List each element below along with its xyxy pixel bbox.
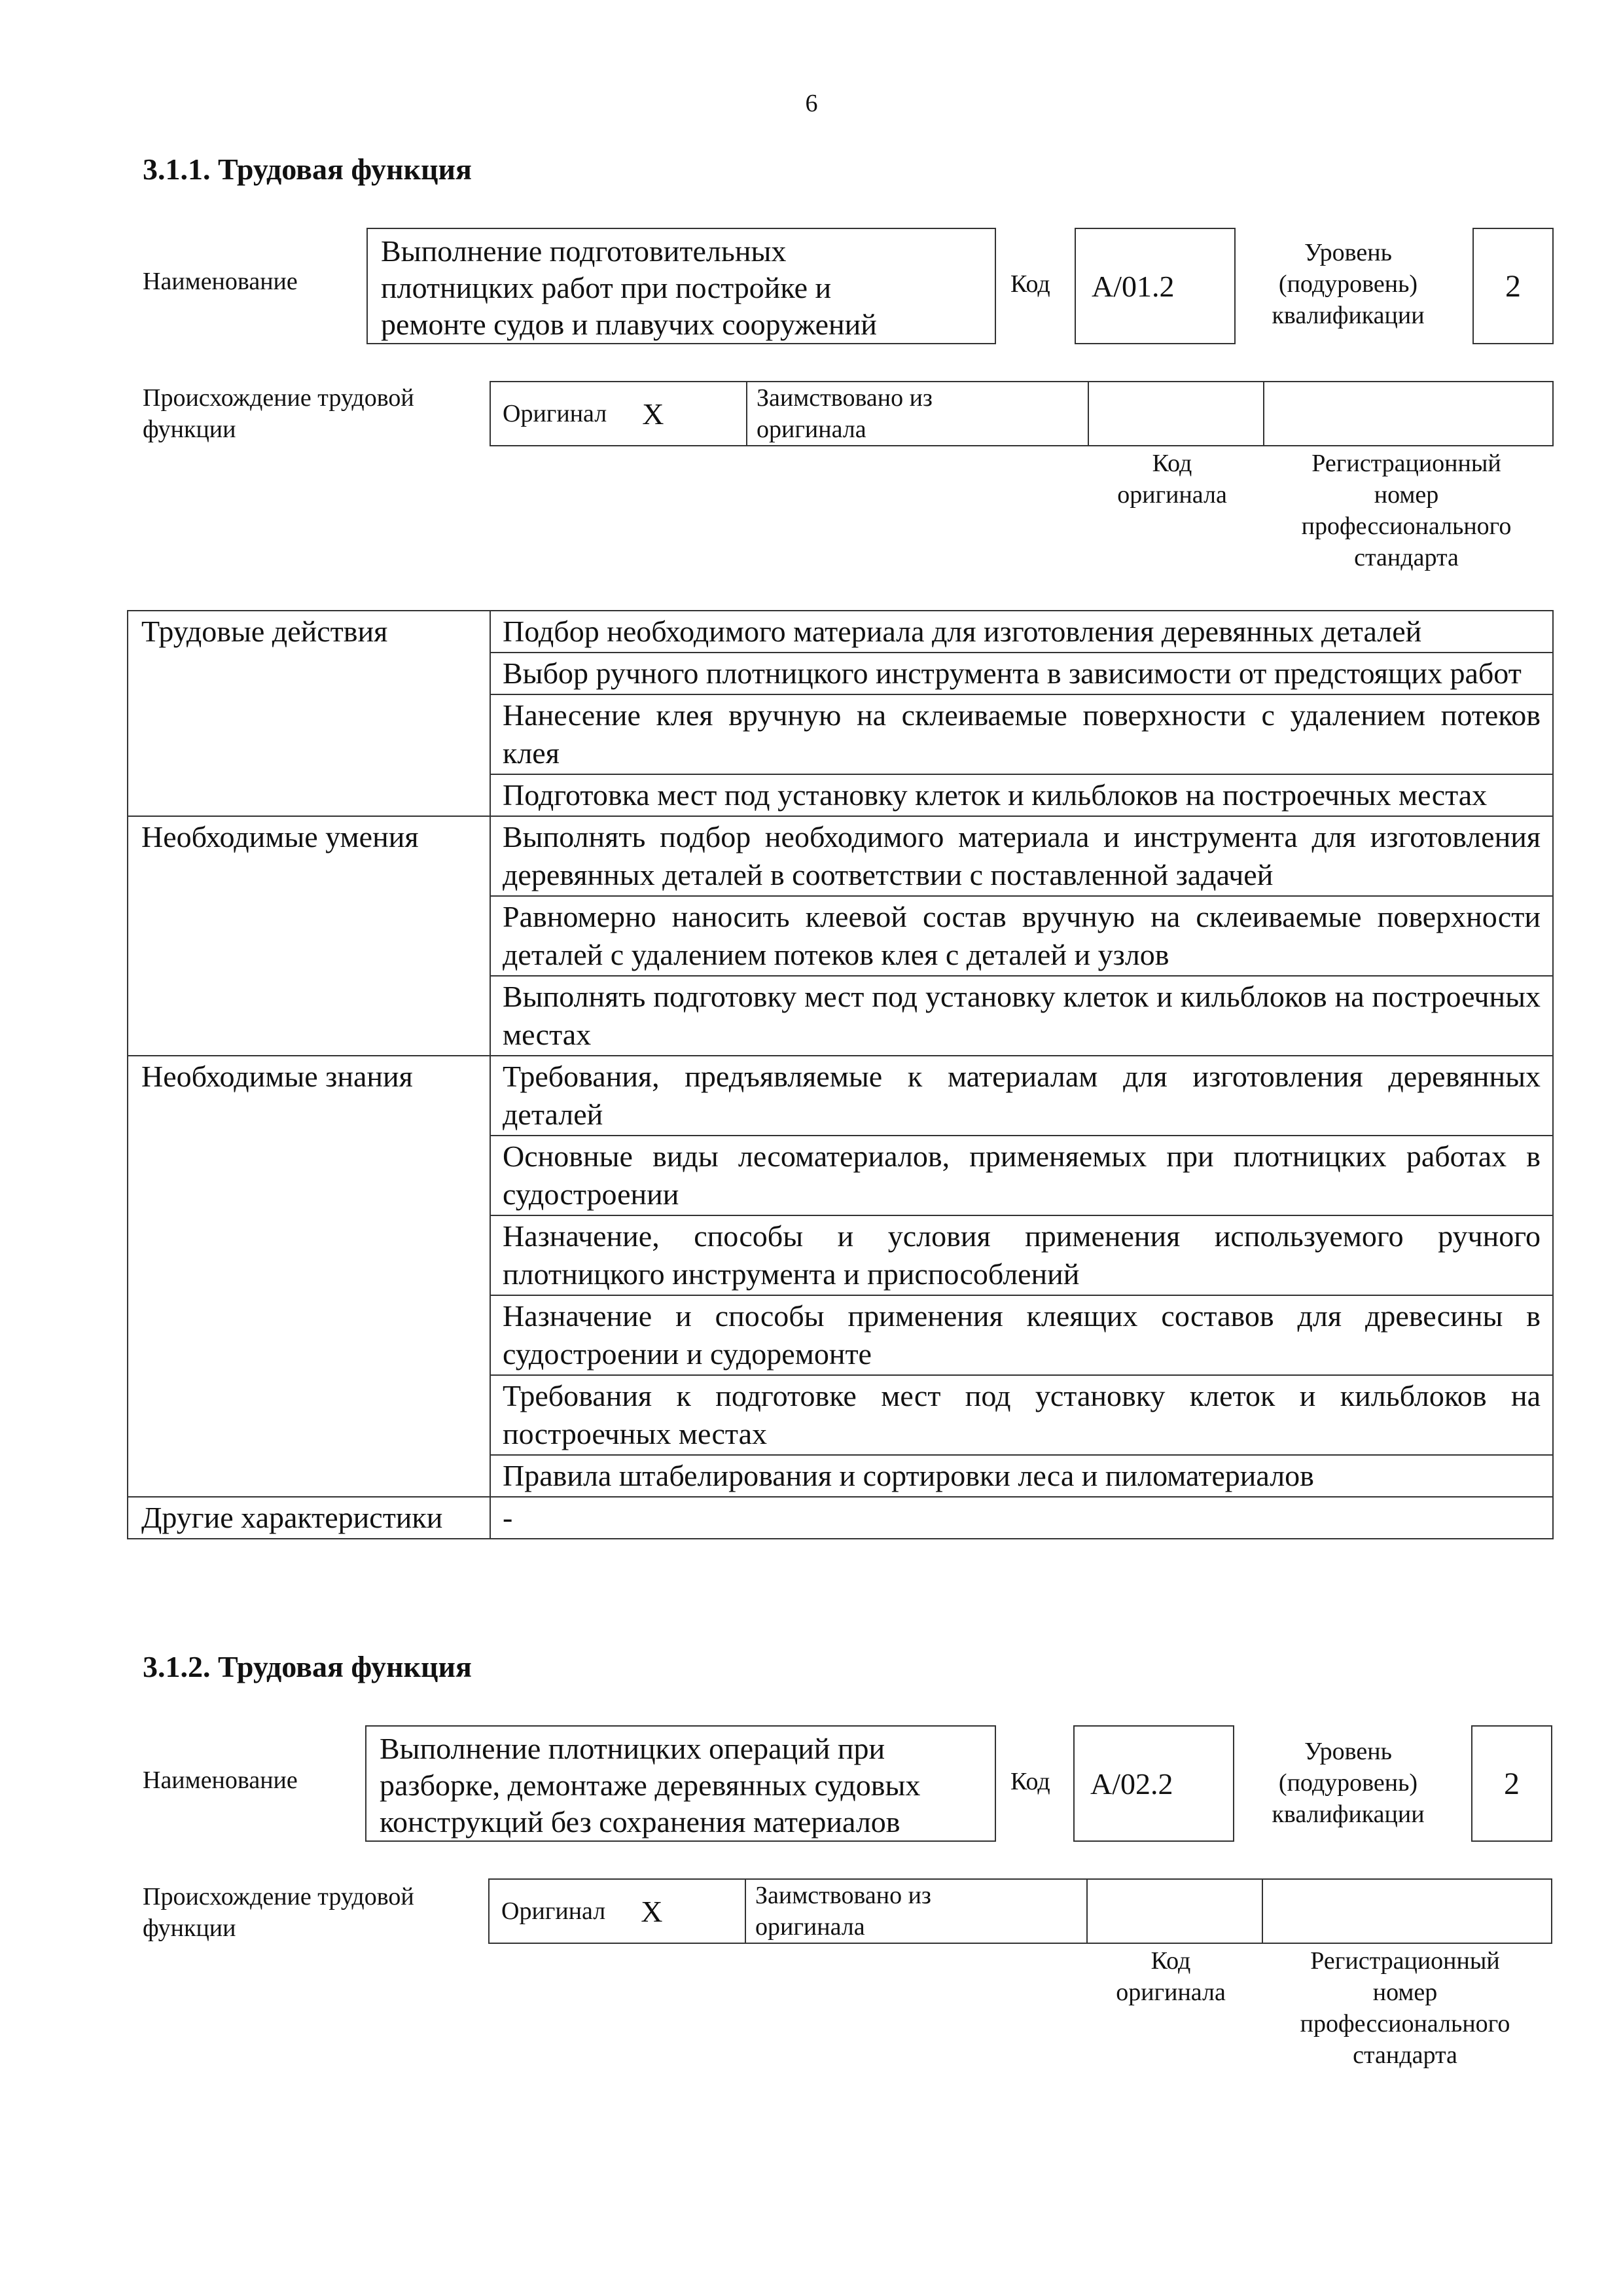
code-label: Код [1010, 1768, 1050, 1795]
borrowed-cell: Заимствовано из оригинала [747, 382, 1088, 446]
code-label: Код [1010, 270, 1050, 298]
name-label: Наименование [143, 1767, 298, 1794]
level-value: 2 [1505, 268, 1521, 304]
table-row [128, 1497, 1553, 1539]
original-mark: X [642, 397, 664, 431]
function-name-line: Выполнение плотницких операций при [380, 1732, 885, 1765]
labor-action-item: Нанесение клея вручную на склеиваемые поверхности с удалением потеков клея [490, 694, 1553, 774]
table-row [128, 1056, 1553, 1136]
function-name-line: разборке, демонтаже деревянных судовых [380, 1768, 921, 1802]
original-cell [489, 1879, 745, 1943]
other-label: Другие характеристики [128, 1497, 490, 1539]
labor-actions-label: Трудовые действия [128, 611, 490, 816]
borrowed-cell: Заимствовано из оригинала [745, 1879, 1087, 1943]
function-name-line: конструкций без сохранения материалов [380, 1805, 901, 1839]
original-label: Оригинал [501, 1897, 606, 1925]
function-name-line: ремонте судов и плавучих сооружений [381, 308, 877, 341]
reg-number-cell [1264, 382, 1553, 446]
labor-action-item: Подбор необходимого материала для изготовления деревянных деталей [490, 611, 1553, 653]
original-label: Оригинал [503, 400, 607, 427]
reg-number-label: Регистрационный номер профессионального стандарта [1301, 450, 1512, 571]
labor-action-item: Подготовка мест под установку клеток и кильблоков на построечных местах [490, 774, 1553, 816]
original-code-label: Код оригинала [1116, 1947, 1226, 2006]
section-title-3-1-2: 3.1.2. Трудовая функция [143, 1650, 472, 1683]
level-label: Уровень (подуровень) квалификации [1272, 1738, 1425, 1828]
reg-number-label: Регистрационный номер профессионального стандарта [1300, 1947, 1510, 2069]
knowledge-item: Требования к подготовке мест под установку клеток и кильблоков на построечных местах [490, 1375, 1553, 1455]
page-number: 6 [805, 90, 818, 117]
function-name-box [365, 1725, 996, 1842]
labor-action-item: Выбор ручного плотницкого инструмента в зависимости от предстоящих работ [490, 653, 1553, 694]
table-row [128, 816, 1553, 896]
origin-label: Происхождение трудовой функции [143, 384, 414, 443]
original-code-cell [1087, 1879, 1262, 1943]
function-name-line: Выполнение подготовительных [381, 234, 787, 268]
knowledge-item: Основные виды лесоматериалов, применяемых при плотницких работах в судостроении [490, 1136, 1553, 1215]
origin-table [490, 381, 1554, 446]
section-title-3-1-1: 3.1.1. Трудовая функция [143, 152, 472, 186]
code-value: А/01.2 [1092, 269, 1175, 303]
level-label: Уровень (подуровень) квалификации [1272, 239, 1425, 329]
code-box [1073, 1725, 1234, 1842]
level-value: 2 [1504, 1766, 1520, 1801]
function-name-box [366, 228, 996, 344]
function-table [127, 610, 1554, 1539]
origin-table [488, 1878, 1552, 1944]
knowledge-item: Требования, предъявляемые к материалам для изготовления деревянных деталей [490, 1056, 1553, 1136]
knowledge-item: Правила штабелирования и сортировки леса и пиломатериалов [490, 1455, 1553, 1497]
table-row [128, 611, 1553, 653]
skill-item: Выполнять подбор необходимого материала и инструмента для изготовления деревянных деталей в соответствии с поставленной задачей [490, 816, 1553, 896]
required-knowledge-label: Необходимые знания [128, 1056, 490, 1497]
original-cell [490, 382, 747, 446]
original-code-cell [1088, 382, 1264, 446]
function-name-line: плотницких работ при постройке и [381, 271, 832, 304]
code-box [1075, 228, 1236, 344]
name-label: Наименование [143, 268, 298, 295]
knowledge-item: Назначение, способы и условия применения используемого ручного плотницкого инструмента и приспособлений [490, 1215, 1553, 1295]
origin-label: Происхождение трудовой функции [143, 1883, 414, 1942]
level-box [1472, 228, 1554, 344]
code-value: А/02.2 [1090, 1767, 1173, 1801]
knowledge-item: Назначение и способы применения клеящих составов для древесины в судостроении и судоремонте [490, 1295, 1553, 1375]
original-code-label: Код оригинала [1117, 450, 1227, 509]
required-skills-label: Необходимые умения [128, 816, 490, 1056]
skill-item: Равномерно наносить клеевой состав вручную на склеиваемые поверхности деталей с удалением потеков клея с деталей и узлов [490, 896, 1553, 976]
other-value: - [490, 1497, 1553, 1539]
original-mark: X [641, 1894, 663, 1928]
reg-number-cell [1262, 1879, 1552, 1943]
level-box [1471, 1725, 1552, 1842]
skill-item: Выполнять подготовку мест под установку клеток и кильблоков на построечных местах [490, 976, 1553, 1056]
